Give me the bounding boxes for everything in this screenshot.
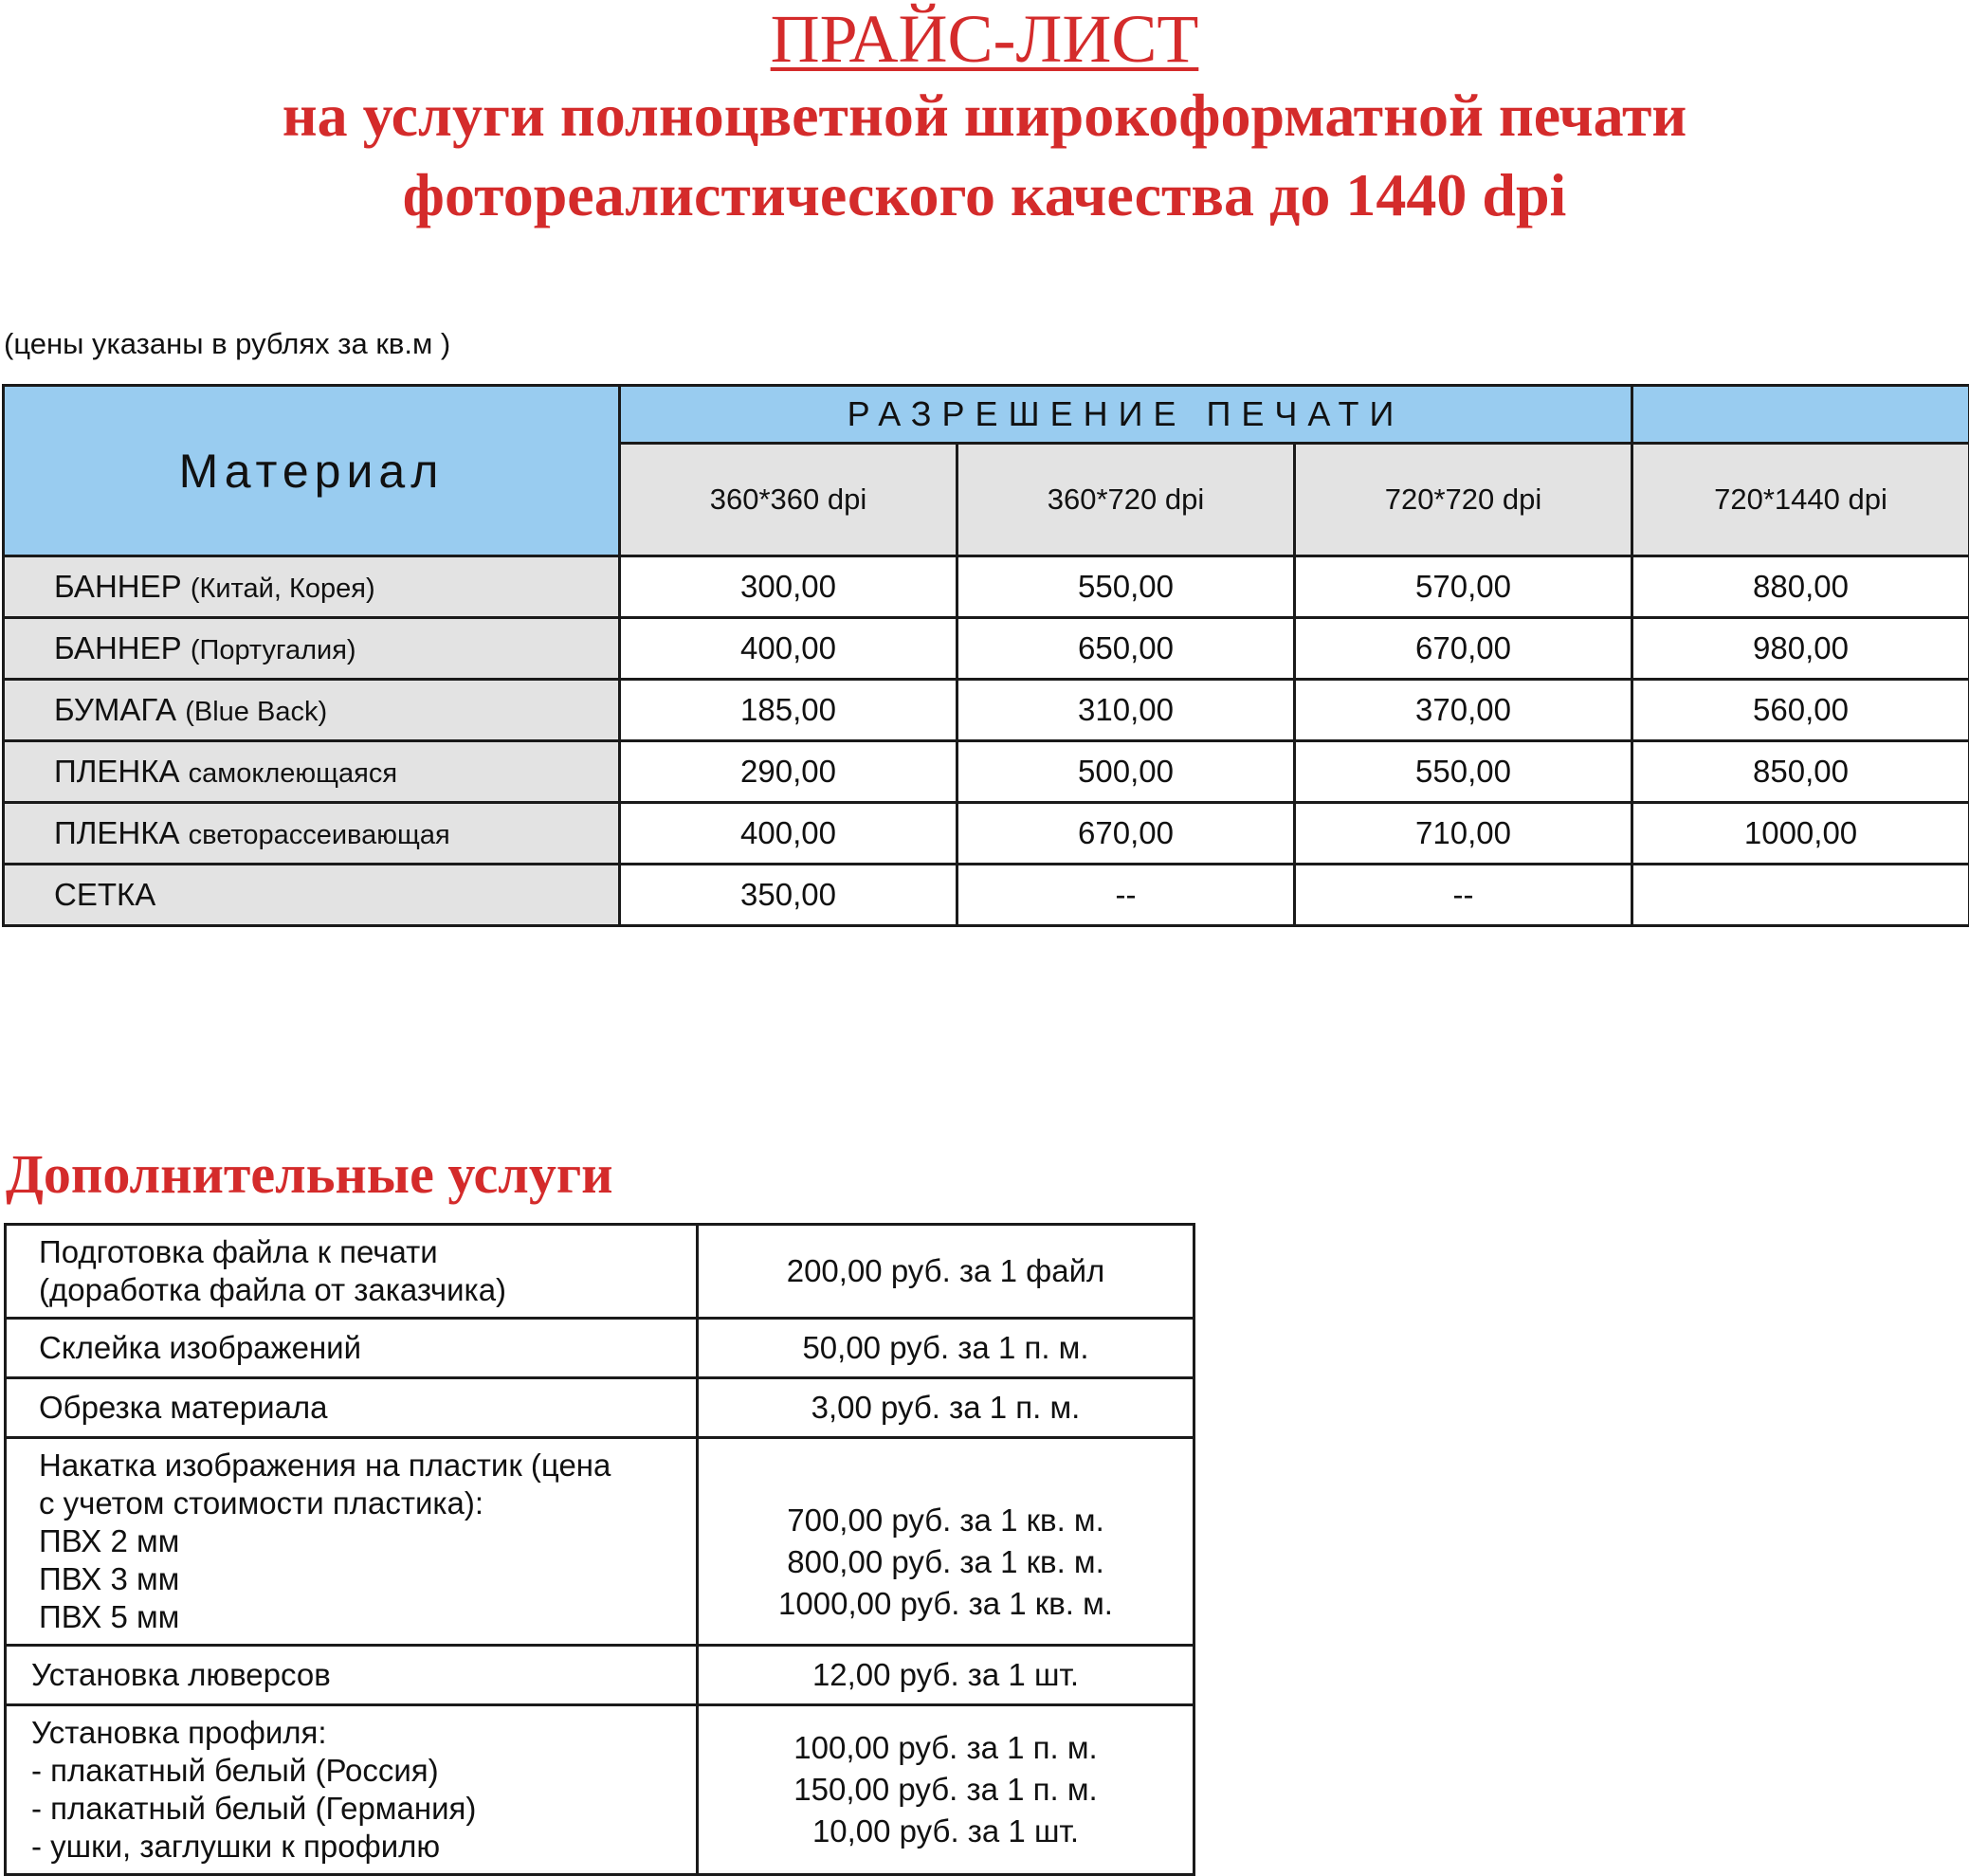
dpi-column-header: 360*720 dpi <box>957 444 1295 556</box>
service-name: Склейка изображений <box>6 1319 698 1378</box>
service-row <box>6 1319 1194 1378</box>
page-subtitle-line2: фотореалистического качества до 1440 dpi <box>0 155 1969 235</box>
price-row <box>4 618 1969 680</box>
price-cell: 550,00 <box>957 556 1295 618</box>
service-cost: 50,00 руб. за 1 п. м. <box>698 1319 1194 1378</box>
price-cell: 850,00 <box>1632 741 1969 803</box>
material-detail: (Португалия) <box>191 635 356 665</box>
service-row <box>6 1646 1194 1705</box>
price-row <box>4 556 1969 618</box>
service-cost: 3,00 руб. за 1 п. м. <box>698 1378 1194 1438</box>
price-cell: 1000,00 <box>1632 803 1969 865</box>
material-cell <box>4 556 620 618</box>
material-detail: самоклеющаяся <box>189 758 397 789</box>
price-cell: 650,00 <box>957 618 1295 680</box>
resolution-header: РАЗРЕШЕНИЕ ПЕЧАТИ <box>620 386 1632 444</box>
service-row <box>6 1378 1194 1438</box>
material-column-header: Материал <box>4 386 620 556</box>
service-name: Обрезка материала <box>6 1378 698 1438</box>
service-cost: 100,00 руб. за 1 п. м. 150,00 руб. за 1 п. м. 10,00 руб. за 1 шт. <box>698 1705 1194 1875</box>
material-detail: (Blue Back) <box>185 697 327 727</box>
material-name: БУМАГА <box>54 692 176 727</box>
page-header <box>0 0 1969 235</box>
service-name: Установка люверсов <box>6 1646 698 1705</box>
resolution-header-extension <box>1632 386 1969 444</box>
service-row <box>6 1705 1194 1875</box>
service-name: Накатка изображения на пластик (цена с учетом стоимости пластика): ПВХ 2 мм ПВХ 3 мм ПВХ 5 мм <box>6 1438 698 1646</box>
page-title: ПРАЙС-ЛИСТ <box>0 2 1969 76</box>
price-cell: -- <box>957 865 1295 926</box>
service-cost: 200,00 руб. за 1 файл <box>698 1225 1194 1319</box>
dpi-column-header: 720*720 dpi <box>1295 444 1632 556</box>
dpi-column-header: 720*1440 dpi <box>1632 444 1969 556</box>
price-cell: 710,00 <box>1295 803 1632 865</box>
additional-services-title: Дополнительные услуги <box>6 1142 613 1206</box>
price-cell: 880,00 <box>1632 556 1969 618</box>
service-cost: 12,00 руб. за 1 шт. <box>698 1646 1194 1705</box>
material-name: БАННЕР <box>54 569 182 604</box>
price-cell: 500,00 <box>957 741 1295 803</box>
additional-services-body <box>6 1225 1194 1875</box>
price-cell: -- <box>1295 865 1632 926</box>
price-note: (цены указаны в рублях за кв.м ) <box>4 327 450 361</box>
price-cell: 300,00 <box>620 556 957 618</box>
price-cell: 350,00 <box>620 865 957 926</box>
material-detail: светорассеивающая <box>189 820 450 850</box>
price-cell: 370,00 <box>1295 680 1632 741</box>
price-cell: 670,00 <box>957 803 1295 865</box>
service-cost: 700,00 руб. за 1 кв. м. 800,00 руб. за 1 кв. м. 1000,00 руб. за 1 кв. м. <box>698 1438 1194 1646</box>
material-detail: (Китай, Корея) <box>191 574 375 604</box>
material-cell <box>4 865 620 926</box>
service-row <box>6 1438 1194 1646</box>
price-cell: 290,00 <box>620 741 957 803</box>
price-row <box>4 741 1969 803</box>
price-cell: 560,00 <box>1632 680 1969 741</box>
material-name: БАННЕР <box>54 630 182 665</box>
service-row <box>6 1225 1194 1319</box>
service-name: Подготовка файла к печати (доработка файла от заказчика) <box>6 1225 698 1319</box>
price-cell: 670,00 <box>1295 618 1632 680</box>
material-cell <box>4 803 620 865</box>
price-row <box>4 680 1969 741</box>
material-cell <box>4 618 620 680</box>
material-name: ПЛЕНКА <box>54 815 179 850</box>
price-cell <box>1632 865 1969 926</box>
service-name: Установка профиля: - плакатный белый (Россия) - плакатный белый (Германия) - ушки, заглушки к профилю <box>6 1705 698 1875</box>
price-cell: 570,00 <box>1295 556 1632 618</box>
material-name: ПЛЕНКА <box>54 754 179 789</box>
price-table-body <box>4 556 1969 926</box>
material-cell <box>4 680 620 741</box>
price-cell: 185,00 <box>620 680 957 741</box>
price-row <box>4 865 1969 926</box>
material-name: СЕТКА <box>54 877 155 912</box>
price-cell: 310,00 <box>957 680 1295 741</box>
additional-services-table <box>4 1223 1195 1876</box>
price-row <box>4 803 1969 865</box>
material-cell <box>4 741 620 803</box>
price-cell: 980,00 <box>1632 618 1969 680</box>
price-cell: 550,00 <box>1295 741 1632 803</box>
price-cell: 400,00 <box>620 803 957 865</box>
dpi-column-header: 360*360 dpi <box>620 444 957 556</box>
price-table <box>2 384 1969 927</box>
page-subtitle-line1: на услуги полноцветной широкоформатной печати <box>0 76 1969 155</box>
price-cell: 400,00 <box>620 618 957 680</box>
